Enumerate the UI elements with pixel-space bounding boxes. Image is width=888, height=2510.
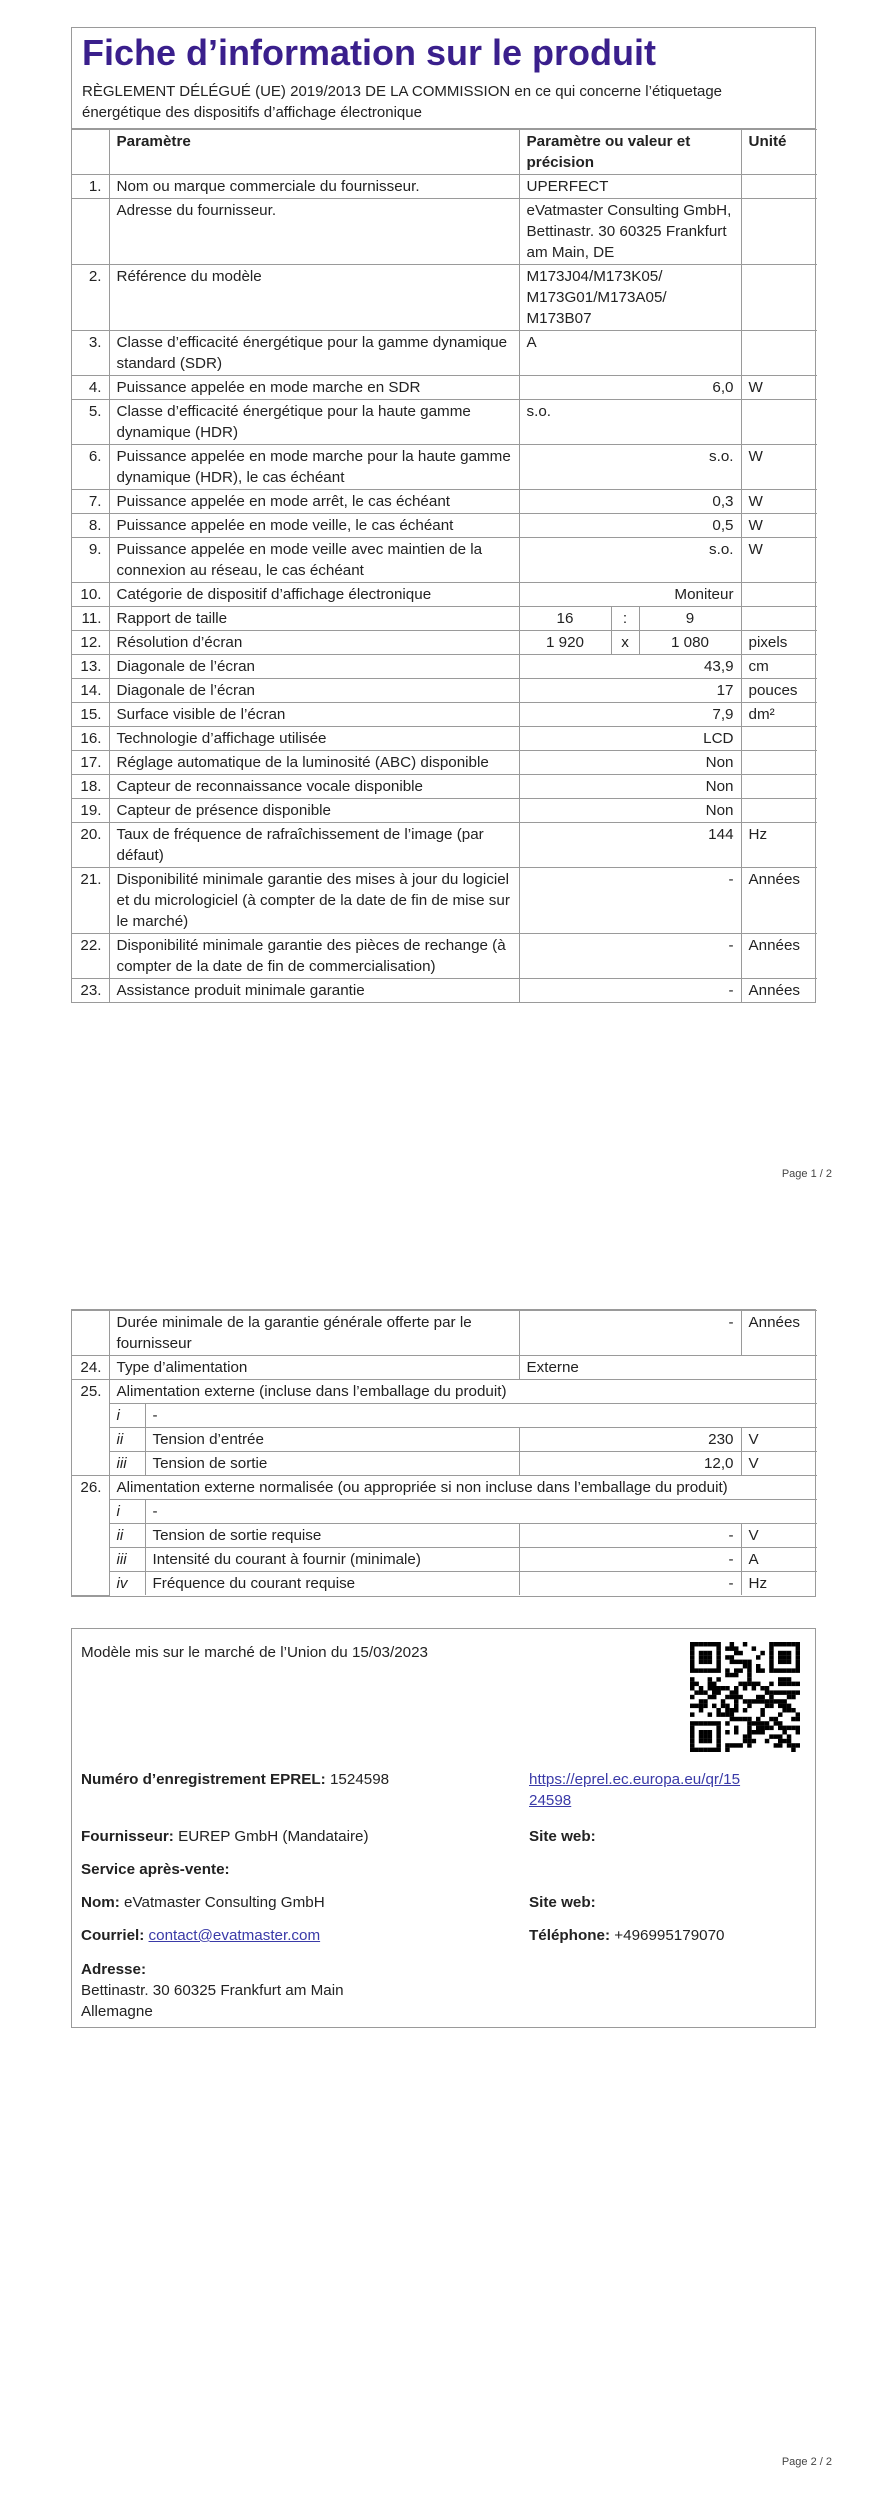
- row-unit: pixels: [741, 631, 817, 655]
- table-row: [72, 631, 817, 655]
- row-param: Classe d’efficacité énergétique pour la haute gamme dynamique (HDR): [109, 400, 519, 445]
- subrow-unit: Hz: [741, 1572, 817, 1596]
- supplier-value: EUREP GmbH (Mandataire): [178, 1828, 369, 1845]
- row-value-b: 9: [639, 607, 741, 631]
- subrow-index: i: [109, 1500, 145, 1524]
- row-number: 25.: [72, 1380, 109, 1476]
- row-unit: Hz: [741, 823, 817, 868]
- row-number: 21.: [72, 868, 109, 934]
- row-param: Nom ou marque commerciale du fournisseur.: [109, 175, 519, 199]
- header-value: Paramètre ou valeur et précision: [519, 130, 741, 175]
- address-label: Adresse:: [81, 1961, 146, 1978]
- supplier-row: [81, 1826, 369, 1847]
- page-number: Page 1 / 2: [781, 1168, 832, 1180]
- subrow-unit: V: [741, 1524, 817, 1548]
- row-number: 24.: [72, 1356, 109, 1380]
- row-value: s.o.: [519, 445, 741, 490]
- row-value: eVatmaster Consulting GmbH, Bettinastr. 30 60325 Frankfurt am Main, DE: [519, 199, 741, 265]
- row-param: Type d’alimentation: [109, 1356, 519, 1380]
- row-value: -: [519, 979, 741, 1003]
- row-unit: [741, 331, 817, 376]
- subrow-index: i: [109, 1404, 145, 1428]
- row-value-b: 1 080: [639, 631, 741, 655]
- table-row: [72, 538, 817, 583]
- row-param: Taux de fréquence de rafraîchissement de l’image (par défaut): [109, 823, 519, 868]
- row-param: Puissance appelée en mode marche en SDR: [109, 376, 519, 400]
- row-param: Résolution d’écran: [109, 631, 519, 655]
- row-param: Disponibilité minimale garantie des pièces de rechange (à compter de la date de fin de commercialisation): [109, 934, 519, 979]
- row-param: Durée minimale de la garantie générale offerte par le fournisseur: [109, 1311, 519, 1356]
- table-row: [72, 868, 817, 934]
- row-param: Capteur de présence disponible: [109, 799, 519, 823]
- supplier-info-box: [71, 1628, 816, 2028]
- eprel-link-line-2[interactable]: 24598: [529, 1792, 572, 1809]
- row-unit: Années: [741, 868, 817, 934]
- eprel-number: 1524598: [329, 1771, 390, 1788]
- row-number: 7.: [72, 490, 109, 514]
- row-unit: [741, 799, 817, 823]
- subrow-index: ii: [109, 1428, 145, 1452]
- table-subrow: [72, 1404, 817, 1428]
- row-value: M173J04/M173K05/ M173G01/M173A05/ M173B07: [519, 265, 741, 331]
- row-number: 10.: [72, 583, 109, 607]
- table-row: [72, 799, 817, 823]
- subrow-param: Tension d’entrée: [145, 1428, 519, 1452]
- table-row: [72, 376, 817, 400]
- row-value: 6,0: [519, 376, 741, 400]
- subrow-index: ii: [109, 1524, 145, 1548]
- row-unit: dm²: [741, 703, 817, 727]
- row-unit: [741, 400, 817, 445]
- row-number: 4.: [72, 376, 109, 400]
- table-row: [72, 679, 817, 703]
- address-block: [81, 1959, 344, 2022]
- subrow-unit: A: [741, 1548, 817, 1572]
- address-line-1: Bettinastr. 30 60325 Frankfurt am Main: [81, 1982, 344, 1999]
- table-row: [72, 445, 817, 490]
- row-unit: W: [741, 514, 817, 538]
- row-param: Réglage automatique de la luminosité (ABC) disponible: [109, 751, 519, 775]
- table-row: [72, 703, 817, 727]
- table-body: [72, 175, 817, 1003]
- table-row: [72, 979, 817, 1003]
- row-value-a: 1 920: [519, 631, 611, 655]
- product-info-sheet-continued: [71, 1309, 816, 1597]
- table-subrow: [72, 1500, 817, 1524]
- name-value: eVatmaster Consulting GmbH: [124, 1894, 325, 1911]
- product-info-sheet: [71, 27, 816, 1003]
- row-value: 0,5: [519, 514, 741, 538]
- subrow-unit: V: [741, 1428, 817, 1452]
- row-unit: [741, 607, 817, 631]
- row-value: Non: [519, 751, 741, 775]
- row-number: 15.: [72, 703, 109, 727]
- subrow-index: iv: [109, 1572, 145, 1596]
- row-number: 13.: [72, 655, 109, 679]
- page-2: [0, 1255, 888, 2510]
- row-value: -: [519, 1311, 741, 1356]
- header-parameter: Paramètre: [109, 130, 519, 175]
- row-number: 19.: [72, 799, 109, 823]
- row-unit: W: [741, 490, 817, 514]
- row-number: 23.: [72, 979, 109, 1003]
- market-date: Modèle mis sur le marché de l’Union du 15/03/2023: [81, 1644, 428, 1661]
- subrow-value: -: [519, 1572, 741, 1596]
- row-param: Diagonale de l’écran: [109, 655, 519, 679]
- row-value-a: 16: [519, 607, 611, 631]
- table-subrow: [72, 1572, 817, 1596]
- name-label: Nom:: [81, 1894, 120, 1911]
- table-row: [72, 490, 817, 514]
- row-number: 8.: [72, 514, 109, 538]
- table-row: [72, 655, 817, 679]
- subrow-value: -: [519, 1548, 741, 1572]
- table-row: [72, 265, 817, 331]
- table-subrow: [72, 1428, 817, 1452]
- subrow-param: Tension de sortie: [145, 1452, 519, 1476]
- eprel-link-line-1[interactable]: https://eprel.ec.europa.eu/qr/15: [529, 1771, 741, 1788]
- subrow-param: -: [145, 1500, 817, 1524]
- website2-label: Site web:: [529, 1894, 596, 1911]
- subrow-param: -: [145, 1404, 817, 1428]
- table-subrow: [72, 1524, 817, 1548]
- row-unit: pouces: [741, 679, 817, 703]
- row-number: 14.: [72, 679, 109, 703]
- row-value-sep: :: [611, 607, 639, 631]
- row-number: 20.: [72, 823, 109, 868]
- table-row: [72, 199, 817, 265]
- subrow-unit: V: [741, 1452, 817, 1476]
- row-value: 17: [519, 679, 741, 703]
- row-number: 6.: [72, 445, 109, 490]
- subrow-index: iii: [109, 1452, 145, 1476]
- row-value: 144: [519, 823, 741, 868]
- email-label: Courriel:: [81, 1927, 145, 1944]
- website-label: Site web:: [529, 1828, 596, 1845]
- row-value: -: [519, 868, 741, 934]
- row-param: Technologie d’affichage utilisée: [109, 727, 519, 751]
- supplier-label: Fournisseur:: [81, 1828, 174, 1845]
- row-unit: W: [741, 445, 817, 490]
- row-param: Catégorie de dispositif d’affichage électronique: [109, 583, 519, 607]
- row-param: Diagonale de l’écran: [109, 679, 519, 703]
- subrow-param: Intensité du courant à fournir (minimale): [145, 1548, 519, 1572]
- eprel-link[interactable]: [529, 1769, 740, 1811]
- row-param: Disponibilité minimale garantie des mises à jour du logiciel et du micrologiciel (à compter de la date de fin de mise sur le marché): [109, 868, 519, 934]
- row-value: 43,9: [519, 655, 741, 679]
- row-param: Alimentation externe (incluse dans l’emballage du produit): [109, 1380, 817, 1404]
- row-param: Puissance appelée en mode veille, le cas échéant: [109, 514, 519, 538]
- row-value: Non: [519, 799, 741, 823]
- row-value: Externe: [519, 1356, 817, 1380]
- table-row: [72, 331, 817, 376]
- row-number: 2.: [72, 265, 109, 331]
- table-subrow: [72, 1452, 817, 1476]
- row-unit: [741, 751, 817, 775]
- row-number: 12.: [72, 631, 109, 655]
- row-param: Adresse du fournisseur.: [109, 199, 519, 265]
- row-value: 0,3: [519, 490, 741, 514]
- row-value: Moniteur: [519, 583, 741, 607]
- regulation-subtitle: RÈGLEMENT DÉLÉGUÉ (UE) 2019/2013 DE LA COMMISSION en ce qui concerne l’étiquetage énergétique des dispositifs d’affichage électronique: [72, 75, 815, 129]
- row-number: 11.: [72, 607, 109, 631]
- subrow-index: iii: [109, 1548, 145, 1572]
- eprel-label: Numéro d’enregistrement EPREL:: [81, 1771, 326, 1788]
- table-row: [72, 1380, 817, 1404]
- row-param: Puissance appelée en mode arrêt, le cas échéant: [109, 490, 519, 514]
- header-unit: Unité: [741, 130, 817, 175]
- row-param: Capteur de reconnaissance vocale disponible: [109, 775, 519, 799]
- row-number: 22.: [72, 934, 109, 979]
- row-value: Non: [519, 775, 741, 799]
- phone-row: [529, 1925, 724, 1946]
- row-unit: Années: [741, 1311, 817, 1356]
- row-param: Surface visible de l’écran: [109, 703, 519, 727]
- qr-code-icon[interactable]: [690, 1642, 800, 1752]
- row-param: Puissance appelée en mode marche pour la haute gamme dynamique (HDR), le cas échéant: [109, 445, 519, 490]
- table-row: [72, 175, 817, 199]
- parameters-table: [72, 129, 817, 1002]
- row-unit: cm: [741, 655, 817, 679]
- page-title: Fiche d’information sur le produit: [82, 32, 657, 73]
- subrow-value: -: [519, 1524, 741, 1548]
- email-row: [81, 1925, 320, 1946]
- row-value: UPERFECT: [519, 175, 741, 199]
- row-param: Référence du modèle: [109, 265, 519, 331]
- row-number: 1.: [72, 175, 109, 199]
- row-number: 17.: [72, 751, 109, 775]
- phone-value: +496995179070: [614, 1927, 725, 1944]
- row-unit: [741, 199, 817, 265]
- name-row: [81, 1892, 325, 1913]
- row-value: 7,9: [519, 703, 741, 727]
- row-number: [72, 199, 109, 265]
- row-number: 3.: [72, 331, 109, 376]
- subrow-value: 230: [519, 1428, 741, 1452]
- row-number: 16.: [72, 727, 109, 751]
- row-number: 18.: [72, 775, 109, 799]
- table-row: [72, 751, 817, 775]
- table-row: [72, 607, 817, 631]
- row-number: 26.: [72, 1476, 109, 1596]
- table-row: [72, 775, 817, 799]
- row-param: Classe d’efficacité énergétique pour la gamme dynamique standard (SDR): [109, 331, 519, 376]
- row-param: Puissance appelée en mode veille avec maintien de la connexion au réseau, le cas échéant: [109, 538, 519, 583]
- address-line-2: Allemagne: [81, 2003, 153, 2020]
- row-unit: [741, 775, 817, 799]
- table-row: [72, 583, 817, 607]
- row-unit: Années: [741, 979, 817, 1003]
- subrow-param: Fréquence du courant requise: [145, 1572, 519, 1596]
- parameters-table-continued: [72, 1310, 817, 1596]
- table-row: [72, 1311, 817, 1356]
- row-value: -: [519, 934, 741, 979]
- row-number: 5.: [72, 400, 109, 445]
- email-link[interactable]: contact@evatmaster.com: [148, 1927, 321, 1944]
- row-unit: [741, 583, 817, 607]
- row-param: Assistance produit minimale garantie: [109, 979, 519, 1003]
- subrow-value: 12,0: [519, 1452, 741, 1476]
- row-unit: W: [741, 538, 817, 583]
- service-label: Service après-vente:: [81, 1861, 230, 1878]
- table-subrow: [72, 1548, 817, 1572]
- table-row: [72, 514, 817, 538]
- row-unit: [741, 175, 817, 199]
- row-value-sep: x: [611, 631, 639, 655]
- row-value: s.o.: [519, 400, 741, 445]
- row-number: 9.: [72, 538, 109, 583]
- table-row: [72, 727, 817, 751]
- row-value: A: [519, 331, 741, 376]
- table-row: [72, 400, 817, 445]
- row-unit: [741, 727, 817, 751]
- phone-label: Téléphone:: [529, 1927, 611, 1944]
- eprel-row: [81, 1769, 389, 1790]
- row-param: Alimentation externe normalisée (ou appropriée si non incluse dans l’emballage du produit): [109, 1476, 817, 1500]
- table-row: [72, 1476, 817, 1500]
- row-unit: W: [741, 376, 817, 400]
- subrow-param: Tension de sortie requise: [145, 1524, 519, 1548]
- row-unit: Années: [741, 934, 817, 979]
- row-unit: [741, 265, 817, 331]
- page-number: Page 2 / 2: [781, 2456, 832, 2468]
- table-row: [72, 823, 817, 868]
- table-header-row: [72, 130, 817, 175]
- row-value: s.o.: [519, 538, 741, 583]
- row-param: Rapport de taille: [109, 607, 519, 631]
- table-row: [72, 934, 817, 979]
- row-value: LCD: [519, 727, 741, 751]
- table-row: [72, 1356, 817, 1380]
